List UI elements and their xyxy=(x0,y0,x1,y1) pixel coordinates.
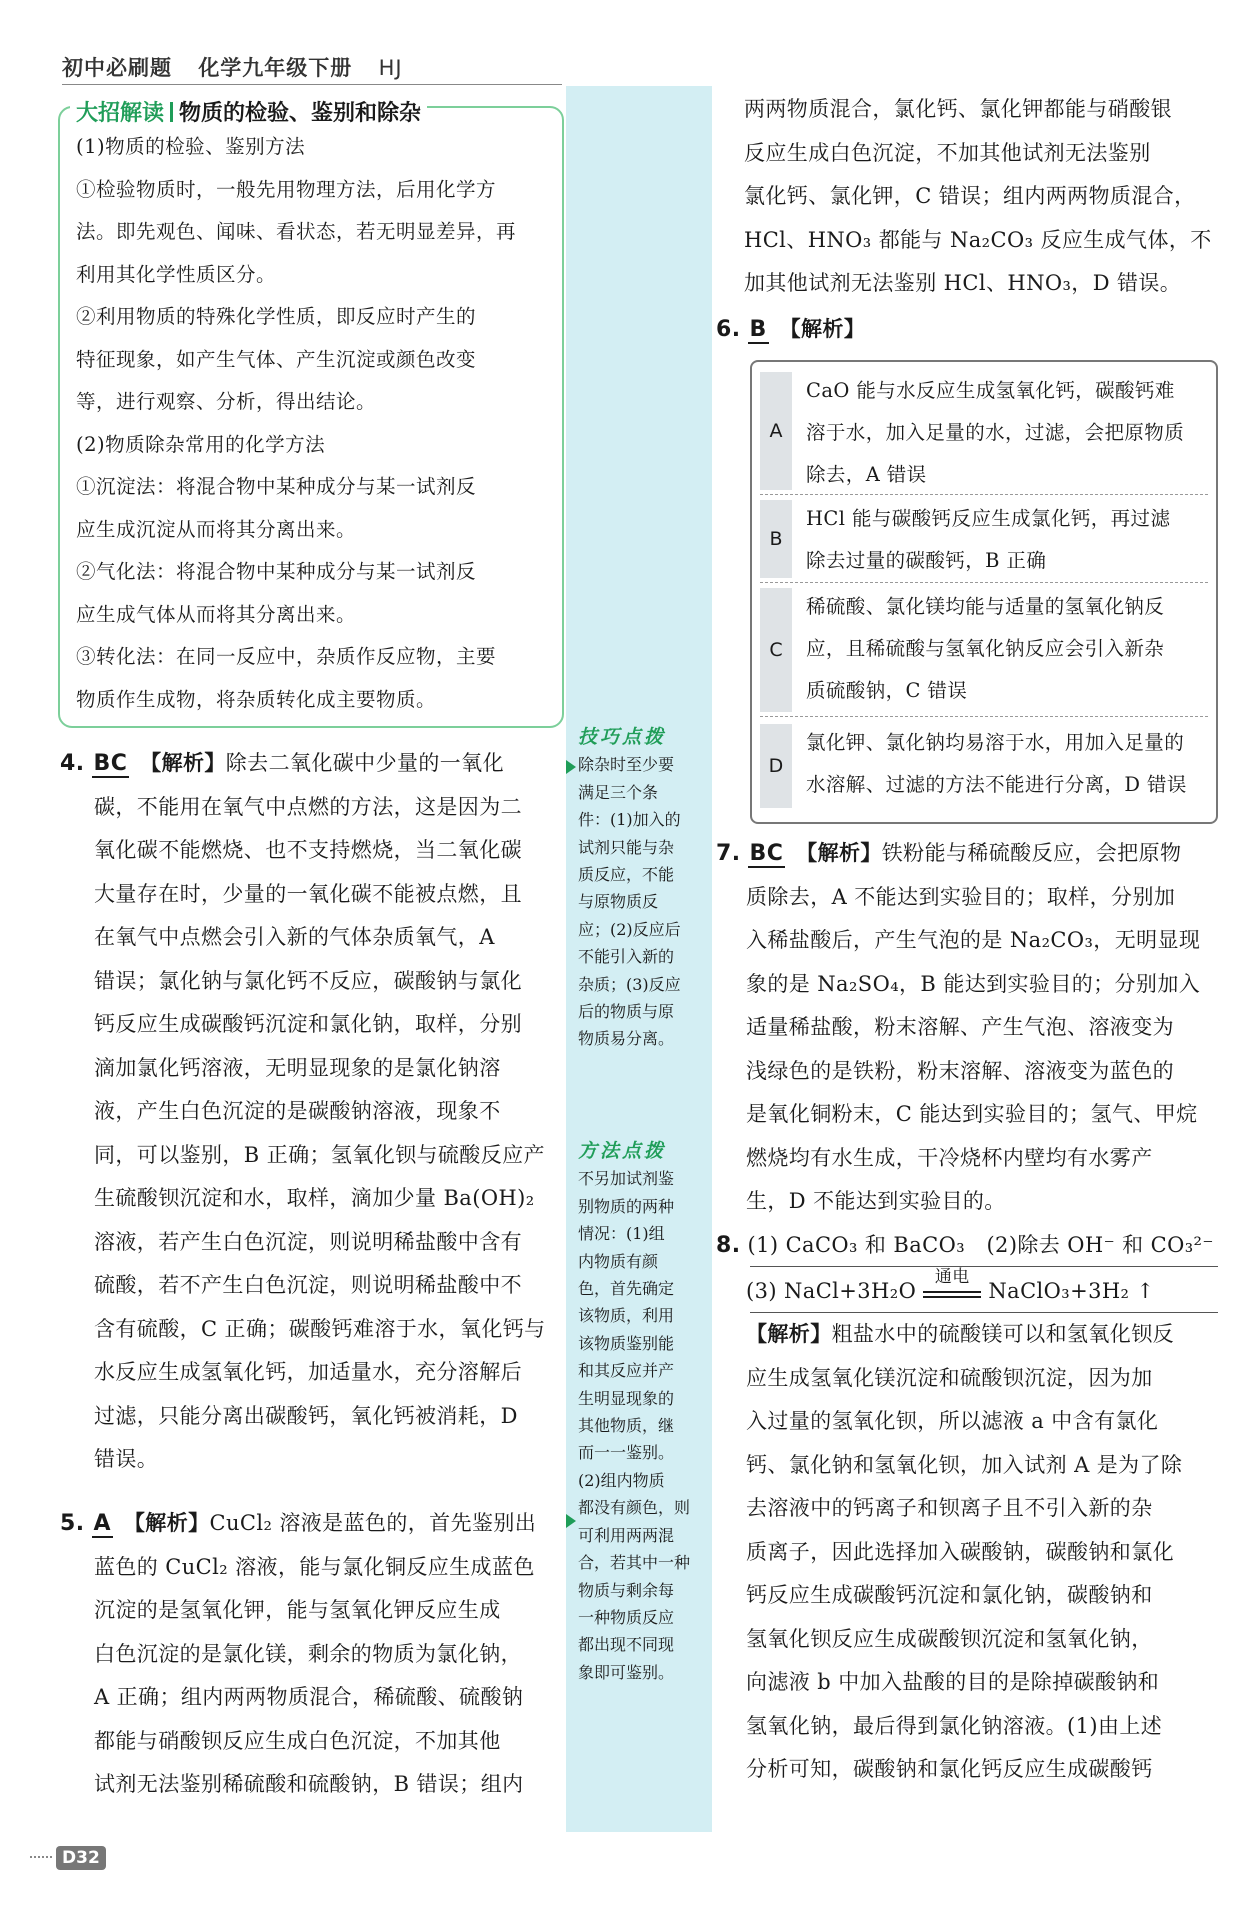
question-6 xyxy=(716,308,1216,352)
tip-line: 物质易分离。 xyxy=(578,1029,675,1049)
analysis-label: 【解析】 xyxy=(746,1322,832,1346)
tip-line: 质反应，不能 xyxy=(578,865,675,885)
tip-line: 与原物质反 xyxy=(578,892,659,912)
analysis-line: 氯化钙、氯化钾，C 错误；组内两两物质混合， xyxy=(744,184,1196,208)
analysis-line: 质除去，A 不能达到实验目的；取样，分别加 xyxy=(746,884,1176,909)
tip-title: 技巧点拨 xyxy=(578,726,667,748)
method-box-heading: 物质的检验、鉴别和除杂 xyxy=(179,101,422,126)
table-row xyxy=(760,496,1208,583)
row-text: 应，且稀硫酸与氢氧化钠反应会引入新杂 xyxy=(806,637,1165,660)
answer-line: (1) CaCO₃ 和 BaCO₃ (2)除去 OH⁻ 和 CO₃²⁻ xyxy=(747,1233,1214,1257)
tip-line: 生明显现象的 xyxy=(578,1388,675,1408)
answer-line: NaClO₃+3H₂ ↑ xyxy=(988,1278,1155,1303)
table-row xyxy=(760,368,1208,495)
question-7 xyxy=(716,832,1220,1224)
box-line: ①沉淀法：将混合物中某种成分与某一试剂反 xyxy=(76,475,477,498)
tip-line: 其他物质，继 xyxy=(578,1416,675,1436)
analysis-line: 两两物质混合，氯化钙、氯化钾都能与硝酸银 xyxy=(744,97,1172,121)
analysis-line: 浅绿色的是铁粉，粉末溶解、溶液变为蓝色的 xyxy=(746,1058,1174,1083)
box-line: 利用其化学性质区分。 xyxy=(76,262,277,286)
tip-line: 都出现不同现 xyxy=(578,1635,675,1655)
question-8 xyxy=(716,1224,1220,1792)
tip-line: 不能引入新的 xyxy=(578,947,675,967)
book-title: 化学九年级下册 xyxy=(198,56,353,80)
question-number: 7. xyxy=(716,841,741,866)
analysis-line: A 正确；组内两两物质混合，稀硫酸、硫酸钠 xyxy=(94,1685,524,1709)
tip-pointer-icon xyxy=(566,760,576,774)
analysis-line: 适量稀盐酸，粉末溶解、产生气泡、溶液变为 xyxy=(746,1015,1174,1039)
tip-line: 合，若其中一种 xyxy=(578,1553,691,1573)
row-label: B xyxy=(760,500,792,578)
analysis-line: 液，产生白色沉淀的是碳酸钠溶液，现象不 xyxy=(94,1099,501,1123)
row-text: 氯化钾、氯化钠均易溶于水，用加入足量的 xyxy=(806,731,1185,754)
tip-method xyxy=(578,1138,706,1686)
analysis-line: 氢氧化钠，最后得到氯化钠溶液。(1)由上述 xyxy=(746,1713,1163,1738)
page-dots xyxy=(30,1856,52,1858)
analysis-line: 生硫酸钡沉淀和水，取样，滴加少量 Ba(OH)₂ xyxy=(94,1186,535,1210)
analysis-line: 反应生成白色沉淀，不加其他试剂无法鉴别 xyxy=(744,140,1151,165)
analysis-line: 碳，不能用在氧气中点燃的方法，这是因为二 xyxy=(94,794,522,819)
box-line: ②利用物质的特殊化学性质，即反应时产生的 xyxy=(76,305,477,328)
question-number: 5. xyxy=(60,1511,85,1536)
tip-line: 别物质的两种 xyxy=(578,1196,675,1216)
analysis-line: 燃烧均有水生成，干冷烧杯内壁均有水雾产 xyxy=(746,1145,1153,1170)
tip-title: 方法点拨 xyxy=(578,1140,667,1162)
page-header xyxy=(62,52,421,82)
analysis-line: 质离子，因此选择加入碳酸钠，碳酸钠和氯化 xyxy=(746,1539,1174,1564)
box-line: (2)物质除杂常用的化学方法 xyxy=(76,432,326,456)
analysis-line: 试剂无法鉴别稀硫酸和硫酸钠，B 错误；组内 xyxy=(94,1772,524,1796)
analysis-line: 入过量的氢氧化钡，所以滤液 a 中含有氯化 xyxy=(746,1409,1159,1433)
equation-condition xyxy=(923,1266,981,1298)
question-number: 8. xyxy=(716,1233,741,1258)
question-number: 4. xyxy=(60,751,85,776)
tip-line: 一种物质反应 xyxy=(578,1607,675,1627)
analysis-line: 钙反应生成碳酸钙沉淀和氯化钠，碳酸钠和 xyxy=(746,1583,1153,1607)
table-row xyxy=(760,584,1208,717)
box-line: 等，进行观察、分析，得出结论。 xyxy=(76,390,377,413)
row-label: A xyxy=(760,372,792,490)
tip-line: 件：(1)加入的 xyxy=(578,810,681,830)
method-box-title xyxy=(70,96,427,127)
tip-line: 都没有颜色，则 xyxy=(578,1498,691,1518)
analysis-line: 铁粉能与稀硫酸反应，会把原物 xyxy=(881,841,1182,865)
method-box-tag: 大招解读 xyxy=(76,101,165,126)
box-line: 物质作生成物，将杂质转化成主要物质。 xyxy=(76,687,437,711)
tip-line: 杂质；(3)反应 xyxy=(578,974,681,994)
question-4 xyxy=(60,742,560,1482)
tip-line: 除杂时至少要 xyxy=(578,755,675,775)
analysis-line: 分析可知，碳酸钠和氯化钙反应生成碳酸钙 xyxy=(746,1757,1153,1781)
row-text: 除去，A 错误 xyxy=(806,463,927,486)
row-text: CaO 能与水反应生成氢氧化钙，碳酸钙难 xyxy=(806,379,1175,402)
analysis-line: 象的是 Na₂SO₄，B 能达到实验目的；分别加入 xyxy=(746,971,1201,996)
analysis-line: 沉淀的是氢氧化钾，能与氢氧化钾反应生成 xyxy=(94,1598,501,1622)
analysis-line: 入稀盐酸后，产生气泡的是 Na₂CO₃，无明显现 xyxy=(746,928,1201,952)
analysis-line: 除去二氧化碳中少量的一氧化 xyxy=(225,751,504,775)
analysis-line: 错误。 xyxy=(94,1447,159,1471)
answer-line: (3) NaCl+3H₂O xyxy=(746,1278,917,1303)
analysis-line: 应生成氢氧化镁沉淀和硫酸钡沉淀，因为加 xyxy=(746,1365,1153,1390)
header-rule xyxy=(62,84,562,85)
box-line: 应生成气体从而将其分离出来。 xyxy=(76,602,357,626)
analysis-line: 白色沉淀的是氯化镁，剩余的物质为氯化钠， xyxy=(94,1641,522,1666)
row-text: 质硫酸钠，C 错误 xyxy=(806,679,968,702)
analysis-line: 生，D 不能达到实验目的。 xyxy=(746,1189,1006,1213)
row-text: 水溶解、过滤的方法不能进行分离，D 错误 xyxy=(806,773,1187,796)
question-5 xyxy=(60,1502,560,1807)
tip-line: 不另加试剂鉴 xyxy=(578,1169,675,1189)
analysis-line: 含有硫酸，C 正确；碳酸钙难溶于水，氧化钙与 xyxy=(94,1316,546,1341)
answer-key: A xyxy=(93,1511,111,1536)
answer-key: BC xyxy=(749,841,784,866)
box-line: 法。即先观色、闻味、看状态，若无明显差异，再 xyxy=(76,220,517,243)
box-line: 特征现象，如产生气体、产生沉淀或颜色改变 xyxy=(76,347,477,371)
analysis-label: 【解析】 xyxy=(150,751,226,775)
analysis-line: 去溶液中的钙离子和钡离子且不引入新的杂 xyxy=(746,1496,1153,1520)
analysis-line: 错误；氯化钠与氯化钙不反应，碳酸钠与氯化 xyxy=(94,968,522,993)
answer-rule xyxy=(750,1266,1218,1267)
tip-line: 而一一鉴别。 xyxy=(578,1443,675,1463)
box-line: ①检验物质时，一般先用物理方法，后用化学方 xyxy=(76,177,497,201)
row-text: HCl 能与碳酸钙反应生成氯化钙，再过滤 xyxy=(806,507,1171,530)
row-text: 溶于水，加入足量的水，过滤，会把原物质 xyxy=(806,421,1185,444)
tip-line: 试剂只能与杂 xyxy=(578,837,675,857)
series-name: 初中必刷题 xyxy=(62,56,172,80)
answer-key: BC xyxy=(93,751,128,776)
tip-line: 可利用两两混 xyxy=(578,1525,675,1545)
method-box xyxy=(58,101,564,728)
tip-line: 色，首先确定 xyxy=(578,1279,675,1299)
page-number: D32 xyxy=(56,1846,106,1870)
tip-line: 应；(2)反应后 xyxy=(578,919,681,939)
analysis-label: 【解析】 xyxy=(806,841,882,865)
analysis-line: CuCl₂ 溶液是蓝色的，首先鉴别出 xyxy=(209,1511,537,1535)
tip-pointer-icon xyxy=(566,1514,576,1528)
analysis-line: 大量存在时，少量的一氧化碳不能被点燃，且 xyxy=(94,881,522,906)
tip-skill xyxy=(578,724,706,1053)
tip-line: 情况：(1)组 xyxy=(578,1224,665,1244)
analysis-line: 过滤，只能分离出碳酸钙，氧化钙被消耗，D xyxy=(94,1403,518,1428)
analysis-line: 蓝色的 CuCl₂ 溶液，能与氯化铜反应生成蓝色 xyxy=(94,1554,535,1579)
question-number: 6. xyxy=(716,317,741,342)
analysis-line: 加其他试剂无法鉴别 HCl、HNO₃，D 错误。 xyxy=(744,271,1182,295)
answer-key: B xyxy=(749,317,767,342)
table-row xyxy=(760,720,1208,812)
analysis-line: 硫酸，若不产生白色沉淀，则说明稀盐酸中不 xyxy=(94,1273,522,1297)
analysis-line: 氧化碳不能燃烧、也不支持燃烧，当二氧化碳 xyxy=(94,838,522,862)
row-text: 稀硫酸、氯化镁均能与适量的氢氧化钠反 xyxy=(806,595,1165,618)
row-text: 除去过量的碳酸钙，B 正确 xyxy=(806,549,1047,572)
tip-line: 和其反应并产 xyxy=(578,1361,675,1381)
analysis-line: 滴加氯化钙溶液，无明显现象的是氯化钠溶 xyxy=(94,1055,501,1080)
box-line: 应生成沉淀从而将其分离出来。 xyxy=(76,517,357,541)
analysis-line: 水反应生成氢氧化钙，加适量水，充分溶解后 xyxy=(94,1360,522,1384)
box-line: ③转化法：在同一反应中，杂质作反应物，主要 xyxy=(76,645,497,668)
box-line: (1)物质的检验、鉴别方法 xyxy=(76,135,306,158)
analysis-line: 溶液，若产生白色沉淀，则说明稀盐酸中含有 xyxy=(94,1229,522,1254)
option-table xyxy=(750,360,1218,824)
answer-rule xyxy=(750,1312,1218,1313)
analysis-label: 【解析】 xyxy=(790,317,866,341)
tip-line: 该物质鉴别能 xyxy=(578,1333,675,1353)
row-label: D xyxy=(760,724,792,808)
analysis-line: 钙反应生成碳酸钙沉淀和氯化钠，取样，分别 xyxy=(94,1012,522,1036)
tip-line: 满足三个条 xyxy=(578,782,659,802)
tip-line: 内物质有颜 xyxy=(578,1251,659,1271)
analysis-line: 钙、氯化钠和氢氧化钡，加入试剂 A 是为了除 xyxy=(746,1452,1183,1477)
tip-line: 物质与剩余每 xyxy=(578,1580,675,1600)
edition-label: HJ xyxy=(378,56,403,80)
analysis-label: 【解析】 xyxy=(134,1511,210,1535)
analysis-line: 氢氧化钡反应生成碳酸钡沉淀和氢氧化钠， xyxy=(746,1626,1153,1651)
row-label: C xyxy=(760,588,792,712)
tip-line: 象即可鉴别。 xyxy=(578,1662,675,1682)
tip-line: 后的物质与原 xyxy=(578,1002,675,1022)
tip-line: (2)组内物质 xyxy=(578,1470,665,1490)
analysis-line: 粗盐水中的硫酸镁可以和氢氧化钡反 xyxy=(831,1322,1175,1346)
box-line: ②气化法：将混合物中某种成分与某一试剂反 xyxy=(76,560,477,583)
analysis-line: HCl、HNO₃ 都能与 Na₂CO₃ 反应生成气体，不 xyxy=(744,227,1212,252)
analysis-line: 同，可以鉴别，B 正确；氢氧化钡与硫酸反应产 xyxy=(94,1142,545,1167)
tip-line: 该物质，利用 xyxy=(578,1306,675,1326)
analysis-line: 向滤液 b 中加入盐酸的目的是除掉碳酸钠和 xyxy=(746,1670,1160,1694)
analysis-line: 是氧化铜粉末，C 能达到实验目的；氢气、甲烷 xyxy=(746,1102,1198,1126)
analysis-line: 都能与硝酸钡反应生成白色沉淀，不加其他 xyxy=(94,1728,501,1753)
condition-label: 通电 xyxy=(934,1266,970,1287)
question-5-continued xyxy=(744,88,1224,306)
analysis-line: 在氧气中点燃会引入新的气体杂质氧气，A xyxy=(94,925,495,949)
